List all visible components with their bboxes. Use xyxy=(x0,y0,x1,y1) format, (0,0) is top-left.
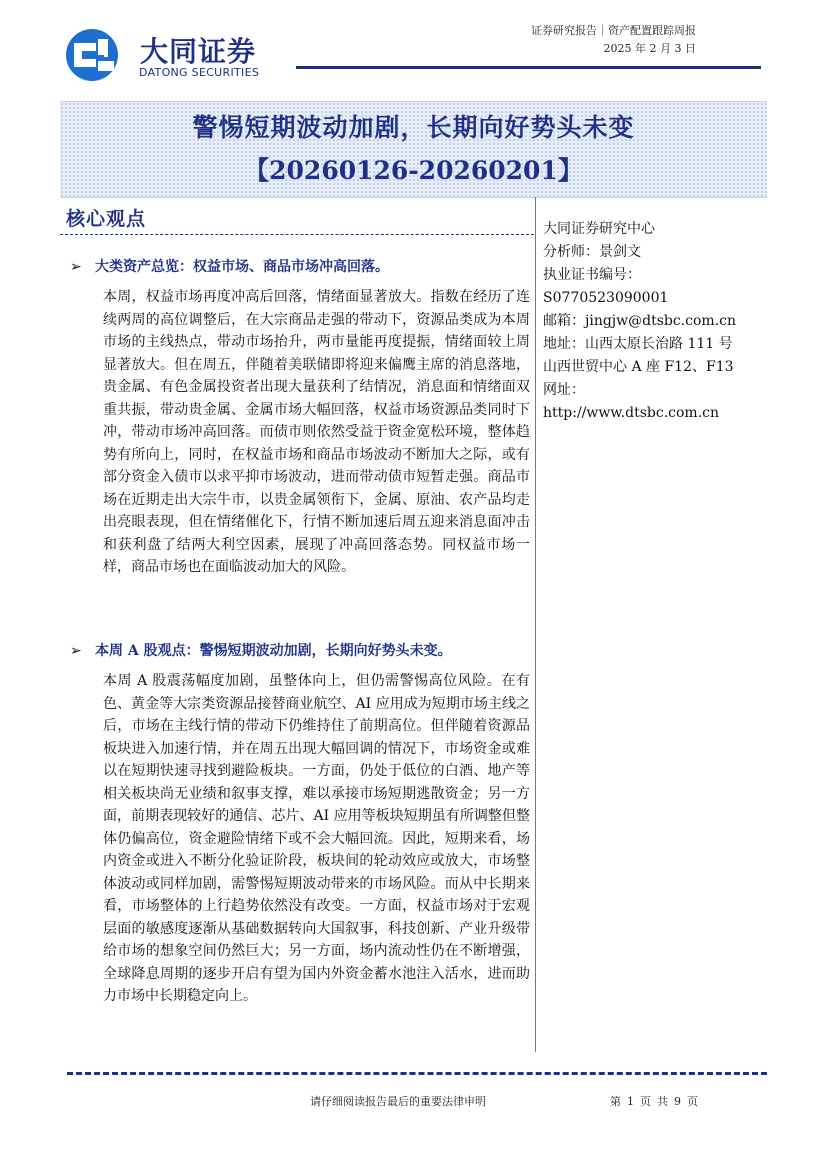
datong-logo-icon xyxy=(64,27,124,83)
arrow-bullet-icon: ➢ xyxy=(70,643,82,659)
arrow-bullet-icon: ➢ xyxy=(70,259,82,275)
website-label: 网址： xyxy=(543,382,585,398)
license-label: 执业证书编号： xyxy=(543,267,641,283)
column-divider xyxy=(535,197,536,1052)
logo-wordmark: 大同证券 xyxy=(140,35,257,68)
total-pages: 9 xyxy=(674,1095,681,1108)
report-date: 2025 年 2 月 3 日 xyxy=(603,42,696,55)
section-title: 核心观点 xyxy=(66,208,147,230)
paragraph-a-share-view: 本周 A 股震荡幅度加剧，虽整体向上，但仍需警惕高位风险。在有色、黄金等大宗类资源品接替商业航空、AI 应用成为短期市场主线之后，市场在主线行情的带动下仍维持住了前期高位。但伴随着资源品板块进入加速行情，并在周五出现大幅回调的情况下，市场资金或难以在短期快速寻找到避险板块。一方面，仍处于低位的白酒、地产等相关板块尚无业绩和叙事支撑，难以承接市场短期逃散资金；另一方面，前期表现较好的通信、芯片、AI 应用等板块短期虽有所调整但整体仍偏高位，资金避险情绪下或不会大幅回流。因此，短期来看，场内资金或进入不断分化验证阶段，板块间的轮动效应或放大，市场整体波动或同样加剧，需警惕短期波动带来的市场风险。而从中长期来看，市场整体的上行趋势依然没有改变。一方面，权益市场对于宏观层面的敏感度逐渐从基础数据转向大国叙事，科技创新、产业升级带给市场的想象空间仍然巨大；另一方面，场内流动性仍在不断增强，全球降息周期的逐步开启有望为国内外资金蓄水池注入活水，进而助力市场中长期稳定向上。 xyxy=(103,673,530,1004)
license-number: S0770523090001 xyxy=(543,290,669,306)
bullet-heading-asset-overview xyxy=(70,256,389,276)
legal-disclaimer: 请仔细阅读报告最后的重要法律申明 xyxy=(310,1095,486,1108)
page-label: 第 xyxy=(610,1095,621,1108)
paragraph-asset-overview: 本周，权益市场再度冲高后回落，情绪面显著放大。指数在经历了连续两周的高位调整后，在大宗商品走强的带动下，资源品类成为本周市场的主线热点，带动市场抬升，两市量能再度提振，情绪面较上周显著放大。但在周五，伴随着美联储即将迎来偏鹰主席的消息落地，贵金属、有色金属投资者出现大量获利了结情况，消息面和情绪面双重共振，带动贵金属、金属市场大幅回落，权益市场资源品类同时下冲，带动市场冲高回落。而债市则依然受益于资金宽松环境，整体趋势有所向上，同时，在权益市场和商品市场波动不断加大之际，或有部分资金入债市以求平抑市场波动，进而带动债市短暂走强。商品市场在近期走出大宗牛市，以贵金属领衔下，金属、原油、农产品均走出亮眼表现，但在情绪催化下，行情不断加速后周五迎来消息面冲击和获利盘了结两大利空因素，展现了冲高回落态势。同权益市场一样，商品市场也在面临波动加大的风险。 xyxy=(103,289,530,575)
analyst-name: 分析师：景剑文 xyxy=(543,244,641,260)
total-label: 共 xyxy=(657,1095,668,1108)
section-rule xyxy=(60,234,534,235)
header-rule xyxy=(296,66,761,69)
page-indicator xyxy=(610,1093,704,1109)
analyst-info xyxy=(543,218,773,425)
email[interactable]: 邮箱：jingjw@dtsbc.com.cn xyxy=(543,313,736,329)
bullet-heading-text: 本周 A 股观点：警惕短期波动加剧，长期向好势头未变。 xyxy=(95,643,452,659)
website-link[interactable]: http://www.dtsbc.com.cn xyxy=(543,405,719,421)
report-period: 【20260126-20260201】 xyxy=(244,156,583,185)
address-line-1: 地址：山西太原长治路 111 号 xyxy=(543,336,733,352)
research-center: 大同证券研究中心 xyxy=(543,221,655,237)
footer-rule xyxy=(67,1072,767,1075)
page-label: 页 xyxy=(640,1095,651,1108)
page-label: 页 xyxy=(687,1095,698,1108)
logo-english-name: DATONG SECURITIES xyxy=(139,66,260,79)
bullet-heading-a-share-view xyxy=(70,640,452,660)
bullet-heading-text: 大类资产总览：权益市场、商品市场冲高回落。 xyxy=(95,259,389,275)
page-number: 1 xyxy=(627,1095,634,1108)
report-title: 警惕短期波动加剧，长期向好势头未变 xyxy=(192,113,635,142)
address-line-2: 山西世贸中心 A 座 F12、F13 xyxy=(543,359,734,375)
header-meta xyxy=(531,22,696,58)
report-type: 证券研究报告｜资产配置跟踪周报 xyxy=(531,24,696,37)
